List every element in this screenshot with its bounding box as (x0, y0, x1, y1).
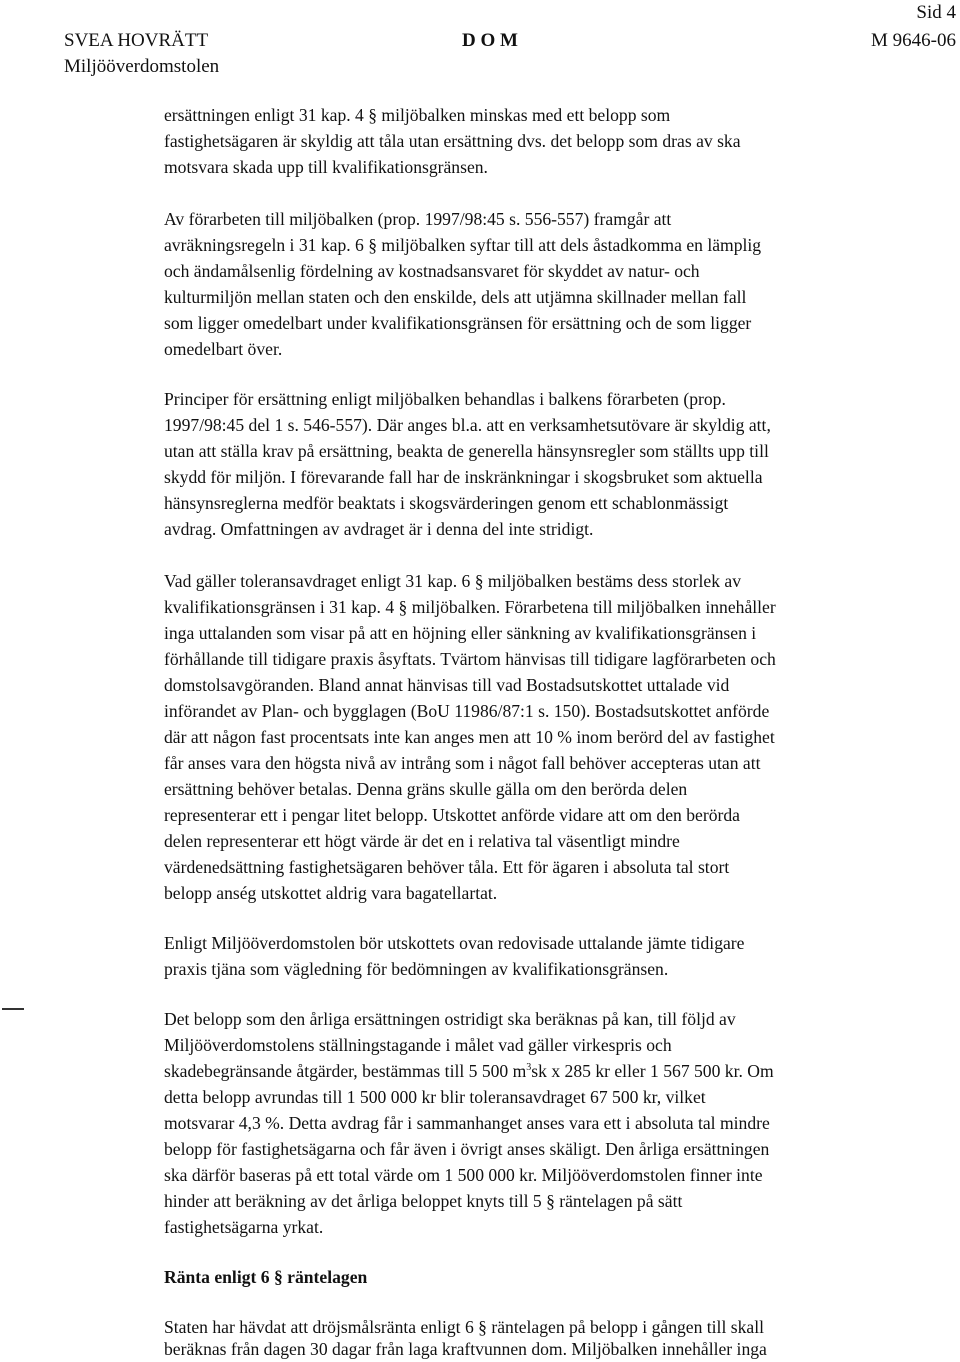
page-number: Sid 4 (916, 2, 956, 23)
text-line: och ändamålsenlig fördelning av kostnadsansvaret för skyddet av natur- och (164, 261, 700, 281)
text-line: som ligger omedelbart under kvalifikationsgränsen för ersättning och de som ligger (164, 313, 752, 333)
text-line: motsvarar 4,3 %. Detta avdrag får i sammanhanget anses vara ett i absoluta tal mindre (164, 1113, 770, 1133)
court-name: SVEA HOVRÄTT (64, 30, 209, 51)
text-line: 1997/98:45 del 1 s. 546-557). Där anges bl.a. att en verksamhetsutövare är skyldig att, (164, 415, 771, 435)
text-line: Enligt Miljööverdomstolen bör utskottets ovan redovisade uttalande jämte tidigare (164, 933, 745, 953)
document-type: D O M (462, 30, 518, 51)
text-line: Miljööverdomstolens ställningstagande i målet vad gäller virkespris och (164, 1035, 672, 1055)
text-line: belopp för fastighetsägarna och får även i övrigt anses skäligt. Den årliga ersättningen (164, 1139, 770, 1159)
text-line: värdenedsättning fastighetsägaren behöver tåla. Ett för ägaren i absoluta tal stort (164, 857, 730, 877)
text-line: skydd för miljön. I förevarande fall har de inskränkningar i skogsbruket som aktuella (164, 467, 763, 487)
text-line: ska därför baseras på ett total värde om 1 500 000 kr. Miljööverdomstolen finner inte (164, 1165, 763, 1185)
text-line: Principer för ersättning enligt miljöbalken behandlas i balkens förarbeten (prop. (164, 389, 726, 409)
text-line: beräknas från dagen 30 dagar från laga kraftvunnen dom. Miljöbalken innehåller inga (164, 1339, 767, 1359)
margin-mark (2, 1008, 24, 1010)
text-line: ersättningen enligt 31 kap. 4 § miljöbalken minskas med ett belopp som (164, 105, 671, 125)
text-line: representerar ett i pengar litet belopp. Utskottet anförde vidare att om den berörda (164, 805, 740, 825)
text-line: hänsynsreglerna medför beaktats i skogsvärderingen genom ett schablonmässigt (164, 493, 729, 513)
text-line: utan att ställa krav på ersättning, beakta de generella hänsynsregler som ställts upp till (164, 441, 769, 461)
text-line: Staten har hävdat att dröjsmålsränta enligt 6 § räntelagen på belopp i gången till skall (164, 1317, 764, 1337)
text-segment: skadebegränsande åtgärder, bestämmas till 5 500 m (164, 1061, 527, 1081)
section-heading: Ränta enligt 6 § räntelagen (164, 1267, 368, 1287)
superscript: 3 (526, 1062, 532, 1073)
case-number: M 9646-06 (871, 30, 956, 51)
text-line: Det belopp som den årliga ersättningen ostridigt ska beräknas på kan, till följd av (164, 1009, 736, 1029)
text-line: motsvara skada upp till kvalifikationsgränsen. (164, 157, 488, 177)
text-line: avräkningsregeln i 31 kap. 6 § miljöbalken syftar till att dels åstadkomma en lämplig (164, 235, 762, 255)
court-subname: Miljööverdomstolen (64, 56, 220, 77)
text-line: införandet av Plan- och bygglagen (BoU 11986/87:1 s. 150). Bostadsutskottet anförde (164, 701, 770, 721)
text-line: fastighetsägarna yrkat. (164, 1217, 324, 1237)
text-line: praxis tjäna som vägledning för bedömningen av kvalifikationsgränsen. (164, 959, 669, 979)
text-line: kulturmiljön mellan staten och den enskilde, dels att utjämna skillnader mellan fall (164, 287, 747, 307)
text-line: får anses vara den högsta nivå av intrång som i något fall behöver accepteras utan att (164, 753, 761, 773)
text-line-with-superscript (164, 1060, 774, 1082)
text-line: Vad gäller toleransavdraget enligt 31 kap. 6 § miljöbalken bestäms dess storlek av (164, 571, 742, 591)
text-line: inga uttalanden som visar på att en höjning eller sänkning av kvalifikationsgränsen i (164, 623, 757, 643)
text-line: där att någon fast procentsats inte kan anges men att 10 % inom berörd del av fastighet (164, 727, 775, 747)
text-line: fastighetsägaren är skyldig att tåla utan ersättning dvs. det belopp som dras av ska (164, 131, 741, 151)
text-line: avdrag. Omfattningen av avdraget är i denna del inte stridigt. (164, 519, 594, 539)
text-line: omedelbart över. (164, 339, 283, 359)
text-line: kvalifikationsgränsen i 31 kap. 4 § miljöbalken. Förarbetena till miljöbalken innehåller (164, 597, 776, 617)
text-line: delen representerar ett högt värde är det en i relativa tal väsentligt mindre (164, 831, 680, 851)
text-line: ersättning behöver betalas. Denna gräns skulle gälla om den berörda delen (164, 779, 688, 799)
text-line: förhållande till tidigare praxis åsyftats. Tvärtom hänvisas till tidigare lagförarbeten och (164, 649, 776, 669)
text-line: hinder att beräkning av det årliga beloppet knyts till 5 § räntelagen på sätt (164, 1191, 683, 1211)
text-line: detta belopp avrundas till 1 500 000 kr blir toleransavdraget 67 500 kr, vilket (164, 1087, 706, 1107)
text-line: Av förarbeten till miljöbalken (prop. 1997/98:45 s. 556-557) framgår att (164, 209, 672, 229)
text-line: domstolsavgöranden. Bland annat hänvisas till vad Bostadsutskottet uttalade vid (164, 675, 730, 695)
text-line: belopp anség utskottet aldrig vara bagatellartat. (164, 883, 498, 903)
text-segment: sk x 285 kr eller 1 567 500 kr. Om (531, 1061, 774, 1081)
